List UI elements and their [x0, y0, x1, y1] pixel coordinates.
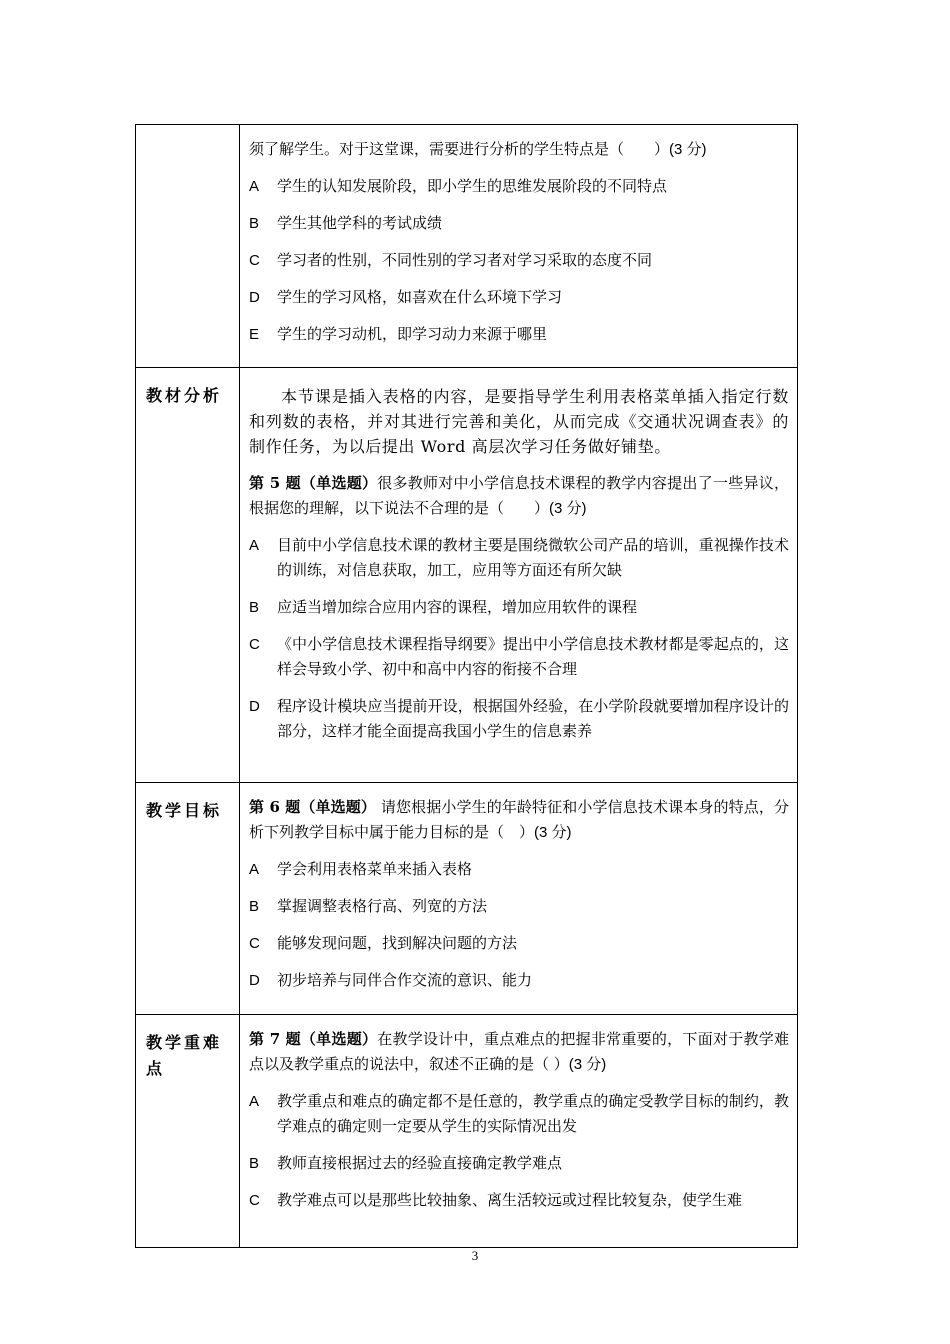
- option-text: 初步培养与同伴合作交流的意识、能力: [277, 971, 533, 989]
- option-text: 应适当增加综合应用内容的课程，增加应用软件的课程: [277, 598, 638, 616]
- option-text: 能够发现问题，找到解决问题的方法: [277, 934, 518, 952]
- option-letter: A: [249, 861, 260, 878]
- option-text: 目前中小学信息技术课的教材主要是围绕微软公司产品的培训，重视操作技术的训练，对信息获取，加工，应用等方面还有所欠缺: [277, 536, 789, 579]
- answer-option: [249, 632, 789, 682]
- question-number: 第 6 题（单选题）: [249, 798, 376, 816]
- section-label-cell: [136, 1015, 240, 1248]
- option-letter: C: [249, 252, 260, 269]
- option-text: 教学重点和难点的确定都不是任意的，教学重点的确定受教学目标的制约，教学难点的确定则一定要从学生的实际情况出发: [277, 1092, 789, 1135]
- question-score: (3 分): [568, 1056, 607, 1073]
- section-content-cell: [240, 783, 798, 1015]
- answer-option: [249, 1151, 789, 1176]
- answer-option: [249, 285, 789, 310]
- question-text: [249, 1027, 789, 1077]
- option-text: 《中小学信息技术课程指导纲要》提出中小学信息技术教材都是零起点的，这样会导致小学、初中和高中内容的衔接不合理: [277, 635, 789, 678]
- answer-option: [249, 533, 789, 583]
- option-text: 学会利用表格菜单来插入表格: [277, 860, 473, 878]
- option-letter: B: [249, 898, 260, 915]
- section-label: [136, 125, 239, 140]
- answer-option: [249, 174, 789, 199]
- question-score: (3 分): [669, 141, 707, 158]
- section-label: 教学重难点: [146, 1033, 223, 1078]
- answer-option: [249, 248, 789, 273]
- question-text: [249, 795, 789, 845]
- lesson-design-table: [135, 124, 798, 1248]
- option-text: 教师直接根据过去的经验直接确定教学难点: [277, 1154, 563, 1172]
- option-text: 学习者的性别，不同性别的学习者对学习采取的态度不同: [277, 251, 653, 269]
- answer-option: [249, 211, 789, 236]
- section-label: 教材分析: [146, 386, 223, 405]
- option-text: 学生的学习动机，即学习动力来源于哪里: [277, 325, 548, 343]
- section-label-cell: [136, 783, 240, 1015]
- option-text: 程序设计模块应当提前开设，根据国外经验，在小学阶段就要增加程序设计的部分，这样才能全面提高我国小学生的信息素养: [277, 697, 789, 740]
- answer-option: [249, 894, 789, 919]
- option-letter: D: [249, 972, 260, 989]
- option-letter: C: [249, 636, 260, 653]
- answer-option: [249, 931, 789, 956]
- option-text: 教学难点可以是那些比较抽象、离生活较远或过程比较复杂，使学生难: [277, 1191, 743, 1209]
- question-body: 很多教师对中小学信息技术课程的教学内容提出了一些异议，根据您的理解，以下说法不合理的是（ ）: [249, 474, 789, 517]
- answer-option: [249, 857, 789, 882]
- question-number: 第 7 题（单选题）: [249, 1030, 378, 1048]
- question-score: (3 分): [549, 500, 587, 517]
- question-score: (3 分): [534, 824, 572, 841]
- answer-option: [249, 595, 789, 620]
- table-row: [136, 125, 798, 368]
- option-letter: A: [249, 178, 260, 195]
- page-number: 3: [471, 1248, 479, 1263]
- option-letter: B: [249, 215, 260, 232]
- section-content-cell: [240, 125, 798, 368]
- intro-paragraph: 本节课是插入表格的内容，是要指导学生利用表格菜单插入指定行数和列数的表格，并对其进行完善和美化，从而完成《交通状况调查表》的制作任务，为以后提出 Word 高层次学习任务做好铺垫。: [249, 387, 789, 456]
- question-text: [249, 137, 789, 162]
- option-letter: E: [249, 326, 260, 343]
- answer-option: [249, 694, 789, 744]
- option-text: 学生的认知发展阶段，即小学生的思维发展阶段的不同特点: [277, 177, 668, 195]
- answer-option: [249, 1089, 789, 1139]
- answer-option: [249, 968, 789, 993]
- question-text: [249, 471, 789, 521]
- question-body: 须了解学生。对于这堂课，需要进行分析的学生特点是（ ）: [249, 140, 670, 158]
- option-letter: B: [249, 599, 260, 616]
- answer-option: [249, 322, 789, 347]
- section-label: 教学目标: [146, 801, 223, 820]
- option-letter: A: [249, 1093, 260, 1110]
- table-row: [136, 1015, 798, 1248]
- question-body: 请您根据小学生的年龄特征和小学信息技术课本身的特点，分析下列教学目标中属于能力目标的是（ ）: [249, 798, 789, 841]
- answer-option: [249, 1188, 789, 1213]
- option-letter: C: [249, 935, 260, 952]
- section-label-cell: [136, 125, 240, 368]
- table-row: [136, 368, 798, 783]
- table-row: [136, 783, 798, 1015]
- question-number: 第 5 题（单选题）: [249, 474, 378, 492]
- option-text: 学生的学习风格，如喜欢在什么环境下学习: [277, 288, 563, 306]
- option-letter: D: [249, 698, 260, 715]
- section-label-cell: [136, 368, 240, 783]
- option-letter: B: [249, 1155, 260, 1172]
- question-body: 在教学设计中，重点难点的把握非常重要的，下面对于教学难点以及教学重点的说法中，叙述不正确的是（ ）: [249, 1030, 789, 1073]
- option-letter: D: [249, 289, 260, 306]
- option-text: 学生其他学科的考试成绩: [277, 214, 443, 232]
- option-letter: A: [249, 537, 260, 554]
- option-text: 掌握调整表格行高、列宽的方法: [277, 897, 488, 915]
- option-letter: C: [249, 1192, 260, 1209]
- section-content-cell: [240, 368, 798, 783]
- section-content-cell: [240, 1015, 798, 1248]
